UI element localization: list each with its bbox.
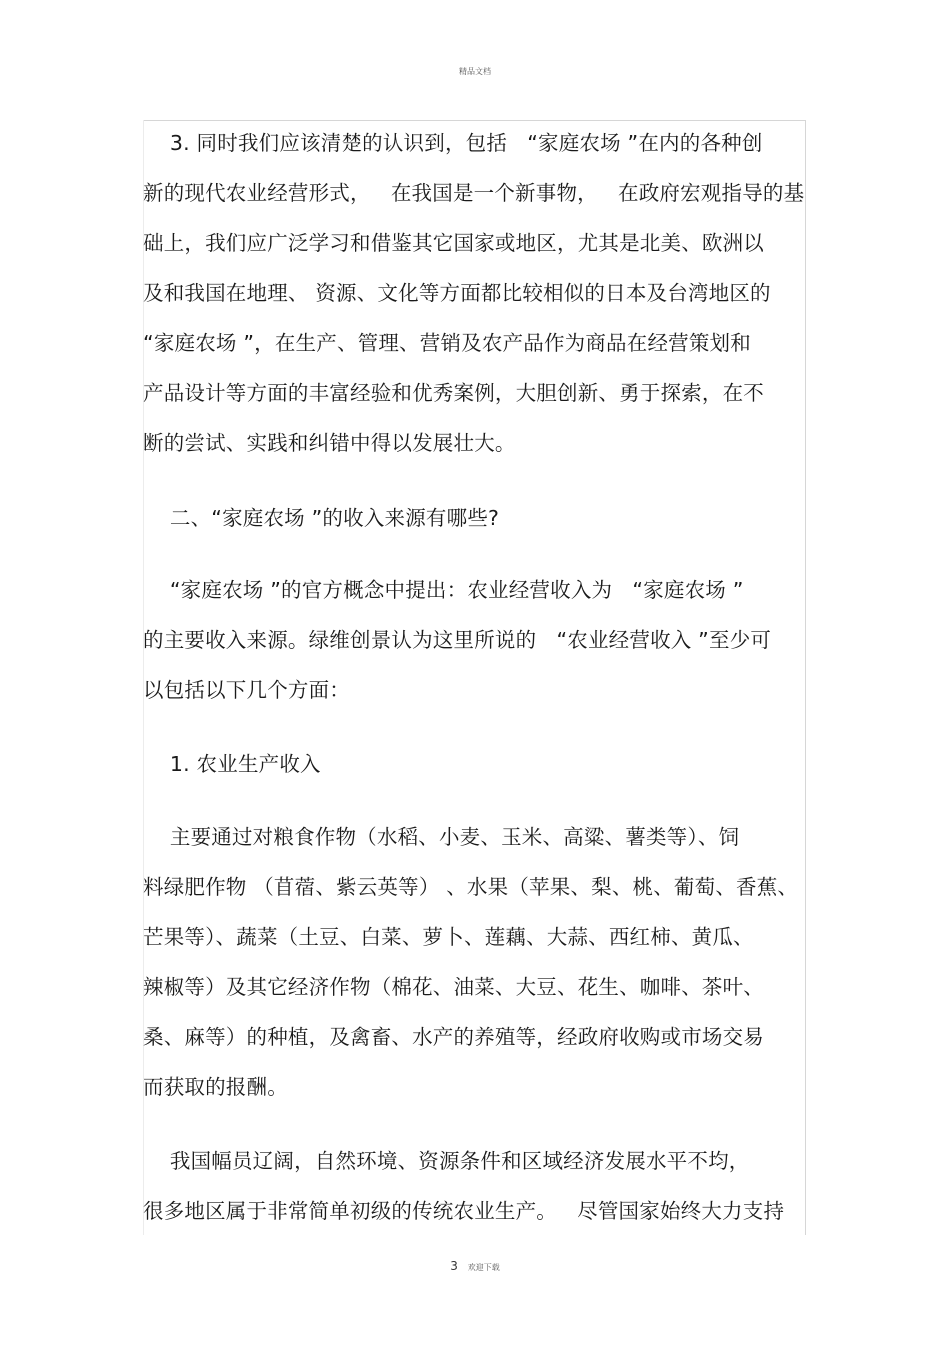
- text-line: 我国幅员辽阔，自然环境、资源条件和区域经济发展水平不均，: [143, 1149, 750, 1173]
- footer-text: 欢迎下载: [467, 1263, 500, 1272]
- text-line: 很多地区属于非常简单初级的传统农业生产。 尽管国家始终大力支持: [143, 1199, 785, 1223]
- page-footer: [0, 1259, 950, 1273]
- text-line: 主要通过对粮食作物（水稻、小麦、玉米、高粱、薯类等）、饲: [143, 825, 740, 849]
- text-line: “家庭农场 ”的官方概念中提出：农业经营收入为 “家庭农场 ”: [143, 578, 744, 602]
- page-frame-top-border: [143, 120, 806, 121]
- page-header: 精品文档: [459, 67, 491, 76]
- text-line: 料绿肥作物 （苜蓿、紫云英等） 、水果（苹果、梨、桃、葡萄、香蕉、: [143, 875, 799, 899]
- text-line: 新的现代农业经营形式， 在我国是一个新事物， 在政府宏观指导的基: [143, 181, 805, 205]
- text-line: 3. 同时我们应该清楚的认识到，包括 “家庭农场 ”在内的各种创: [143, 131, 763, 155]
- text-line: 断的尝试、实践和纠错中得以发展壮大。: [143, 431, 516, 455]
- text-line: 础上，我们应广泛学习和借鉴其它国家或地区，尤其是北美、欧洲以: [143, 231, 764, 255]
- text-line: 而获取的报酬。: [143, 1075, 288, 1099]
- text-line: 以包括以下几个方面：: [143, 678, 350, 702]
- text-line: 产品设计等方面的丰富经验和优秀案例，大胆创新、勇于探索，在不: [143, 381, 764, 405]
- page-frame-right-border: [805, 120, 806, 1235]
- text-line: 芒果等）、蔬菜（土豆、白菜、萝卜、莲藕、大蒜、西红柿、黄瓜、: [143, 925, 754, 949]
- text-line: 桑、麻等）的种植，及禽畜、水产的养殖等，经政府收购或市场交易: [143, 1025, 764, 1049]
- text-line: 的主要收入来源。绿维创景认为这里所说的 “农业经营收入 ”至少可: [143, 628, 772, 652]
- text-line: 1. 农业生产收入: [143, 752, 321, 776]
- page-number: 3: [450, 1259, 458, 1273]
- text-line: “家庭农场 ”，在生产、管理、营销及农产品作为商品在经营策划和: [143, 331, 751, 355]
- text-line: 二、“家庭农场 ”的收入来源有哪些?: [143, 506, 500, 530]
- text-line: 辣椒等）及其它经济作物（棉花、油菜、大豆、花生、咖啡、茶叶、: [143, 975, 764, 999]
- text-line: 及和我国在地理、 资源、文化等方面都比较相似的日本及台湾地区的: [143, 281, 771, 305]
